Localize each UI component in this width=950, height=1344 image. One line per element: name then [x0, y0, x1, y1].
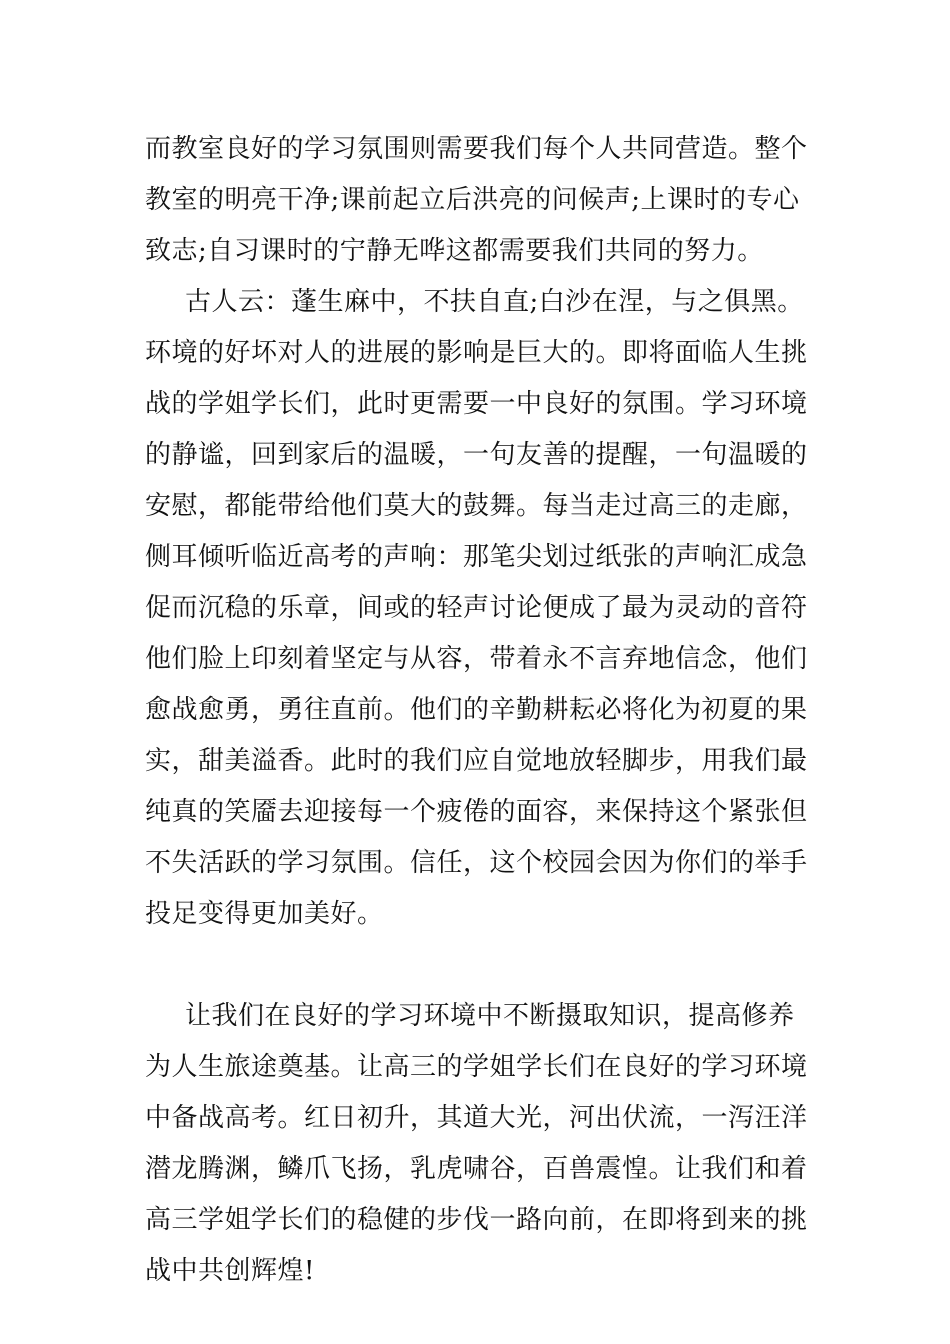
text-line: 不失活跃的学习氛围。信任，这个校园会因为你们的举手: [145, 848, 808, 878]
text-line: 环境的好坏对人的进展的影响是巨大的。即将面临人生挑: [145, 338, 808, 368]
text-line: 致志;自习课时的宁静无哗这都需要我们共同的努力。: [145, 236, 764, 266]
text-line: 实，甜美溢香。此时的我们应自觉地放轻脚步，用我们最: [145, 746, 808, 776]
text-line: 战的学姐学长们，此时更需要一中良好的氛围。学习环境: [145, 389, 808, 419]
text-line: 为人生旅途奠基。让高三的学姐学长们在良好的学习环境: [145, 1052, 808, 1082]
text-line: 促而沉稳的乐章，间或的轻声讨论便成了最为灵动的音符: [145, 593, 808, 623]
paragraph-first-line: 古人云：蓬生麻中，不扶自直;白沙在涅，与之俱黑。: [185, 287, 804, 317]
text-line: 安慰，都能带给他们莫大的鼓舞。每当走过高三的走廊，: [145, 491, 808, 521]
blank-line: [145, 940, 810, 991]
text-line: 教室的明亮干净;课前起立后洪亮的问候声;上课时的专心: [145, 185, 800, 215]
text-line: 他们脸上印刻着坚定与从容，带着永不言弃地信念，他们: [145, 644, 808, 674]
text-line: 侧耳倾听临近高考的声响：那笔尖划过纸张的声响汇成急: [145, 542, 808, 572]
text-line: 高三学姐学长们的稳健的步伐一路向前，在即将到来的挑: [145, 1205, 808, 1235]
text-line: 潜龙腾渊，鳞爪飞扬，乳虎啸谷，百兽震惶。让我们和着: [145, 1154, 808, 1184]
text-line: 愈战愈勇，勇往直前。他们的辛勤耕耘必将化为初夏的果: [145, 695, 808, 725]
document-body: [145, 124, 810, 1297]
text-line: 投足变得更加美好。: [145, 899, 384, 929]
text-line: 的静谧，回到家后的温暖，一句友善的提醒，一句温暖的: [145, 440, 808, 470]
text-line: 战中共创辉煌!: [145, 1256, 315, 1286]
text-line: 中备战高考。红日初升，其道大光，河出伏流，一泻汪洋: [145, 1103, 808, 1133]
text-line: 纯真的笑靥去迎接每一个疲倦的面容，来保持这个紧张但: [145, 797, 808, 827]
text-line: 而教室良好的学习氛围则需要我们每个人共同营造。整个: [145, 134, 808, 164]
paragraph-first-line: 让我们在良好的学习环境中不断摄取知识，提高修养: [185, 1001, 795, 1031]
